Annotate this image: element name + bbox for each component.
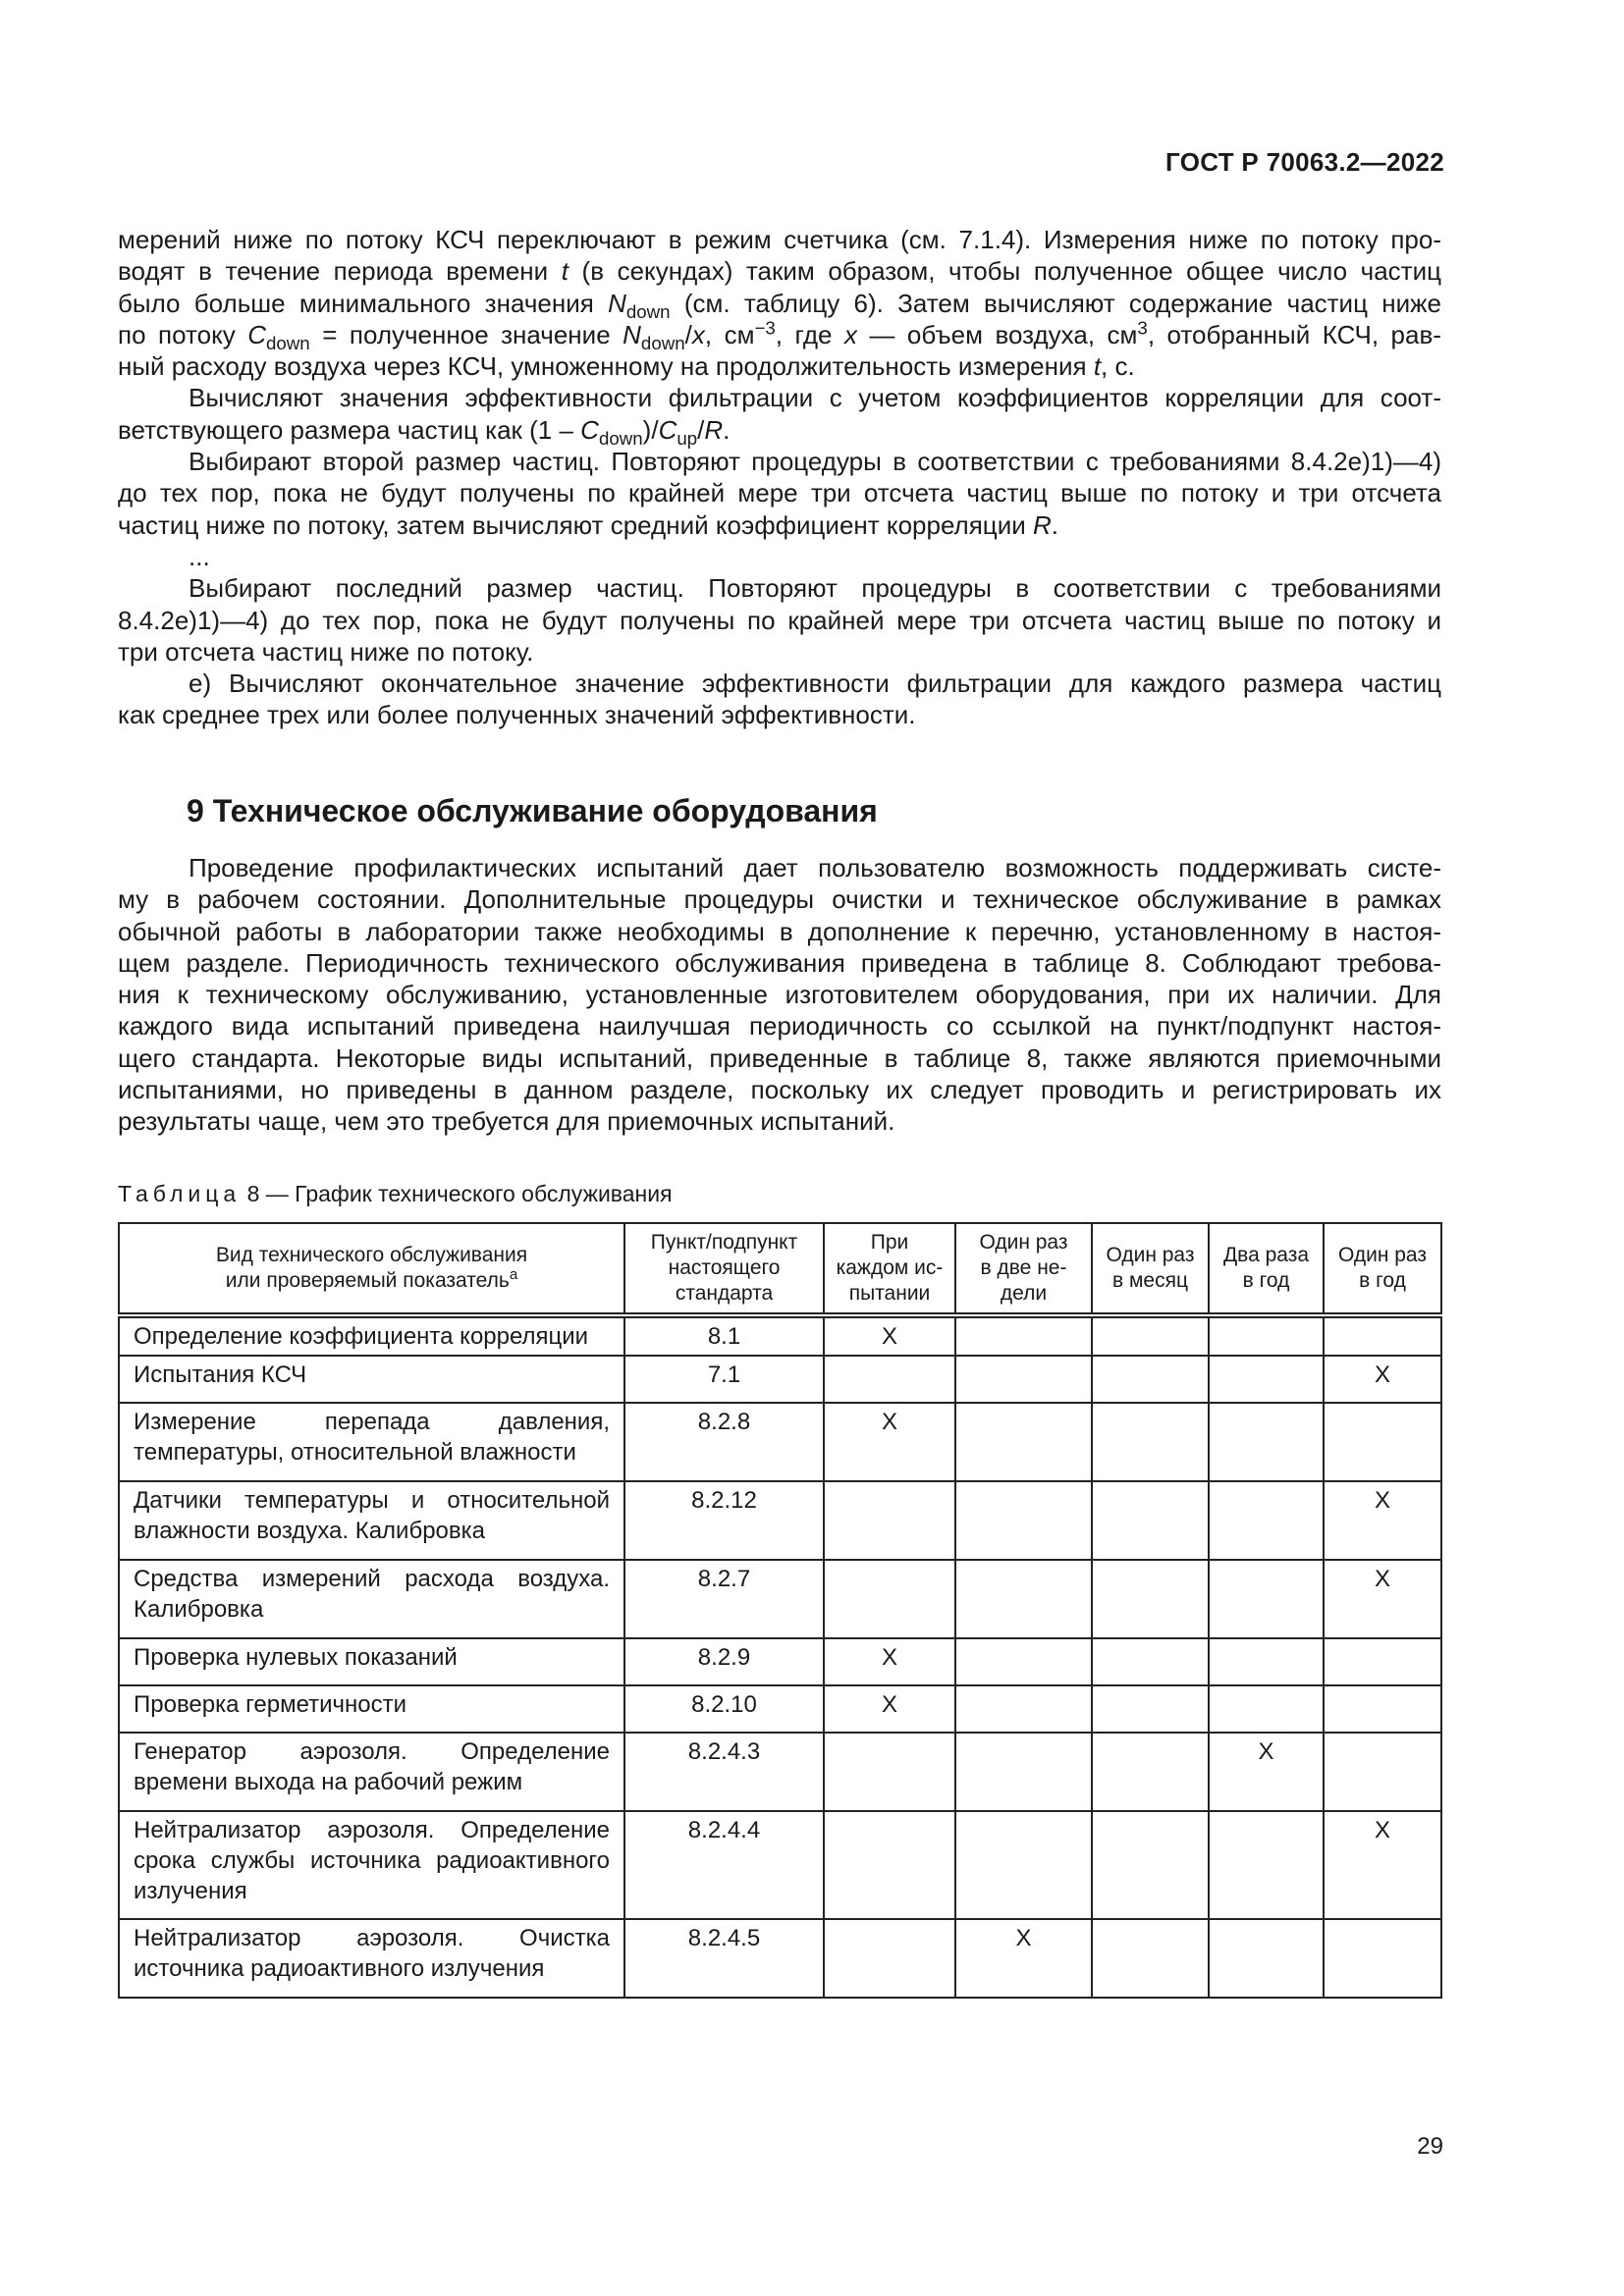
row-ref: 8.2.7 — [624, 1560, 824, 1638]
table-row — [119, 1733, 1441, 1811]
cell-twice-yearly — [1209, 1560, 1324, 1638]
cell-each-test — [824, 1356, 955, 1403]
cell-monthly — [1092, 1403, 1209, 1481]
cell-biweekly — [955, 1811, 1092, 1919]
header-maintenance-type: Вид технического обслуживания или проверяемый показатель$^a$ — [119, 1223, 624, 1315]
cell-monthly — [1092, 1811, 1209, 1919]
page-number: 29 — [1417, 2133, 1443, 2160]
cell-twice-yearly — [1209, 1481, 1324, 1560]
cell-monthly — [1092, 1315, 1209, 1356]
intro-text — [118, 224, 1441, 731]
cell-yearly — [1324, 1919, 1441, 1998]
cell-monthly — [1092, 1638, 1209, 1685]
table-row — [119, 1638, 1441, 1685]
cell-twice-yearly — [1209, 1315, 1324, 1356]
cell-each-test: X — [824, 1403, 955, 1481]
cell-yearly — [1324, 1403, 1441, 1481]
cell-yearly — [1324, 1315, 1441, 1356]
row-name: Измерение перепада давления, температуры, относительной влажности — [119, 1403, 624, 1481]
cell-yearly — [1324, 1685, 1441, 1733]
row-name: Нейтрализатор аэрозоля. Определение срока службы источника радиоактивного излучения — [119, 1811, 624, 1919]
row-ref: 8.2.4.3 — [624, 1733, 824, 1811]
maintenance-schedule-table — [118, 1222, 1442, 1999]
row-name: Датчики температуры и относительной влажности воздуха. Калибровка — [119, 1481, 624, 1560]
row-ref: 8.2.4.5 — [624, 1919, 824, 1998]
row-name: Испытания КСЧ — [119, 1356, 624, 1403]
row-name: Проверка нулевых показаний — [119, 1638, 624, 1685]
cell-twice-yearly — [1209, 1919, 1324, 1998]
cell-biweekly — [955, 1315, 1092, 1356]
document-code: ГОСТ Р 70063.2—2022 — [1165, 147, 1444, 177]
cell-twice-yearly — [1209, 1638, 1324, 1685]
cell-monthly — [1092, 1356, 1209, 1403]
cell-each-test — [824, 1811, 955, 1919]
cell-biweekly: X — [955, 1919, 1092, 1998]
cell-biweekly — [955, 1481, 1092, 1560]
cell-each-test: X — [824, 1315, 955, 1356]
row-ref: 8.2.4.4 — [624, 1811, 824, 1919]
row-ref: 8.2.10 — [624, 1685, 824, 1733]
section-text: Проведение профилактических испытаний дает пользователю возможность поддерживать систе- му в рабочем состоянии. Дополнительные процедуры очистки и техническое обслуживание в рамках обычной работы в лаборатории также необходимы в дополнение к перечню, установленному в настоя- щем разделе. Периодичность технического обслуживания приведена в таблице 8. Соблюдают требова- ния к техническому обслуживанию, установленные изготовителем оборудования, при их наличии. Для каждого вида испытаний приведена наилучшая периодичность со ссылкой на пункт/подпункт настоя- щего стандарта. Некоторые виды испытаний, приведенные в таблице 8, также являются приемочными испытаниями, но приведены в данном разделе, поскольку их следует проводить и регистрировать их результаты чаще, чем это требуется для приемочных испытаний. — [118, 853, 1441, 1137]
table-row — [119, 1315, 1441, 1356]
paragraph-last-size: Выбирают последний размер частиц. Повторяют процедуры в соответствии с требованиями 8.4.2е)1)—4) до тех пор, пока не будут получены по крайней мере три отсчета частиц выше по потоку и три отсчета частиц ниже по потоку. — [118, 573, 1441, 667]
cell-monthly — [1092, 1685, 1209, 1733]
row-name: Определение коэффициента корреляции — [119, 1315, 624, 1356]
header-twice-yearly: Два раза в год — [1209, 1223, 1324, 1315]
cell-monthly — [1092, 1919, 1209, 1998]
header-each-test: При каждом ис- пытании — [824, 1223, 955, 1315]
table-header-row — [119, 1223, 1441, 1315]
cell-yearly — [1324, 1638, 1441, 1685]
row-ref: 8.1 — [624, 1315, 824, 1356]
cell-yearly: X — [1324, 1560, 1441, 1638]
cell-biweekly — [955, 1560, 1092, 1638]
section-title: 9 Техническое обслуживание оборудования — [187, 793, 878, 828]
row-name: Средства измерений расхода воздуха. Калибровка — [119, 1560, 624, 1638]
row-name: Нейтрализатор аэрозоля. Очистка источника радиоактивного излучения — [119, 1919, 624, 1998]
cell-twice-yearly — [1209, 1811, 1324, 1919]
cell-biweekly — [955, 1685, 1092, 1733]
paragraph-final-efficiency: е) Вычисляют окончательное значение эффективности фильтрации для каждого размера частиц как среднее трех или более полученных значений эффективности. — [118, 668, 1441, 730]
row-ref: 8.2.12 — [624, 1481, 824, 1560]
cell-each-test: X — [824, 1685, 955, 1733]
cell-monthly — [1092, 1560, 1209, 1638]
paragraph-filtration-efficiency: Вычисляют значения эффективности фильтрации с учетом коэффициентов корреляции для соот- ветствующего размера частиц как $(1 - C_{down})/C_{up}/R$. — [118, 383, 1441, 449]
cell-yearly — [1324, 1733, 1441, 1811]
row-name: Генератор аэрозоля. Определение времени выхода на рабочий режим — [119, 1733, 624, 1811]
cell-biweekly — [955, 1403, 1092, 1481]
cell-each-test — [824, 1919, 955, 1998]
cell-yearly: X — [1324, 1811, 1441, 1919]
table-row — [119, 1356, 1441, 1403]
table-row — [119, 1919, 1441, 1998]
cell-twice-yearly — [1209, 1356, 1324, 1403]
cell-each-test — [824, 1481, 955, 1560]
header-yearly: Один раз в год — [1324, 1223, 1441, 1315]
cell-twice-yearly — [1209, 1685, 1324, 1733]
table-row — [119, 1403, 1441, 1481]
cell-twice-yearly — [1209, 1403, 1324, 1481]
header-biweekly: Один раз в две не- дели — [955, 1223, 1092, 1315]
ellipsis: ... — [189, 541, 210, 571]
cell-yearly: X — [1324, 1481, 1441, 1560]
header-monthly: Один раз в месяц — [1092, 1223, 1209, 1315]
cell-biweekly — [955, 1356, 1092, 1403]
table-row — [119, 1481, 1441, 1560]
cell-biweekly — [955, 1638, 1092, 1685]
paragraph-second-size: Выбирают второй размер частиц. Повторяют процедуры в соответствии с требованиями 8.4.2е)1)—4) до тех пор, пока не будут получены по крайней мере три отсчета частиц выше по потоку и три отсчета частиц ниже по потоку, затем вычисляют средний коэффициент корреляции R. — [118, 447, 1441, 540]
row-ref: 8.2.8 — [624, 1403, 824, 1481]
cell-yearly: X — [1324, 1356, 1441, 1403]
table-row — [119, 1811, 1441, 1919]
table-row — [119, 1560, 1441, 1638]
row-name: Проверка герметичности — [119, 1685, 624, 1733]
header-clause: Пункт/подпункт настоящего стандарта — [624, 1223, 824, 1315]
cell-each-test: X — [824, 1638, 955, 1685]
cell-twice-yearly: X — [1209, 1733, 1324, 1811]
cell-biweekly — [955, 1733, 1092, 1811]
paragraph-measurement-downstream: мерений ниже по потоку КСЧ переключают в режим счетчика (см. 7.1.4). Измерения ниже по потоку про- водят в течение периода времени t (в секундах) таким образом, чтобы полученное общее число частиц было больше минимального значения $N_{down}$ (см. таблицу 6). Затем вычисляют содержание частиц ниже по потоку $C_{down}$ = полученное значение $N_{down}/x$, $см^{-3}$, где x — объем воздуха, $см^3$, отобранный КСЧ, рав- ный расходу воздуха через КСЧ, умноженному на продолжительность измерения t, с. — [118, 225, 1441, 382]
table-row — [119, 1685, 1441, 1733]
cell-each-test — [824, 1733, 955, 1811]
cell-monthly — [1092, 1733, 1209, 1811]
cell-monthly — [1092, 1481, 1209, 1560]
cell-each-test — [824, 1560, 955, 1638]
table-caption: Таблица 8 — График технического обслуживания — [118, 1181, 673, 1206]
row-ref: 8.2.9 — [624, 1638, 824, 1685]
row-ref: 7.1 — [624, 1356, 824, 1403]
